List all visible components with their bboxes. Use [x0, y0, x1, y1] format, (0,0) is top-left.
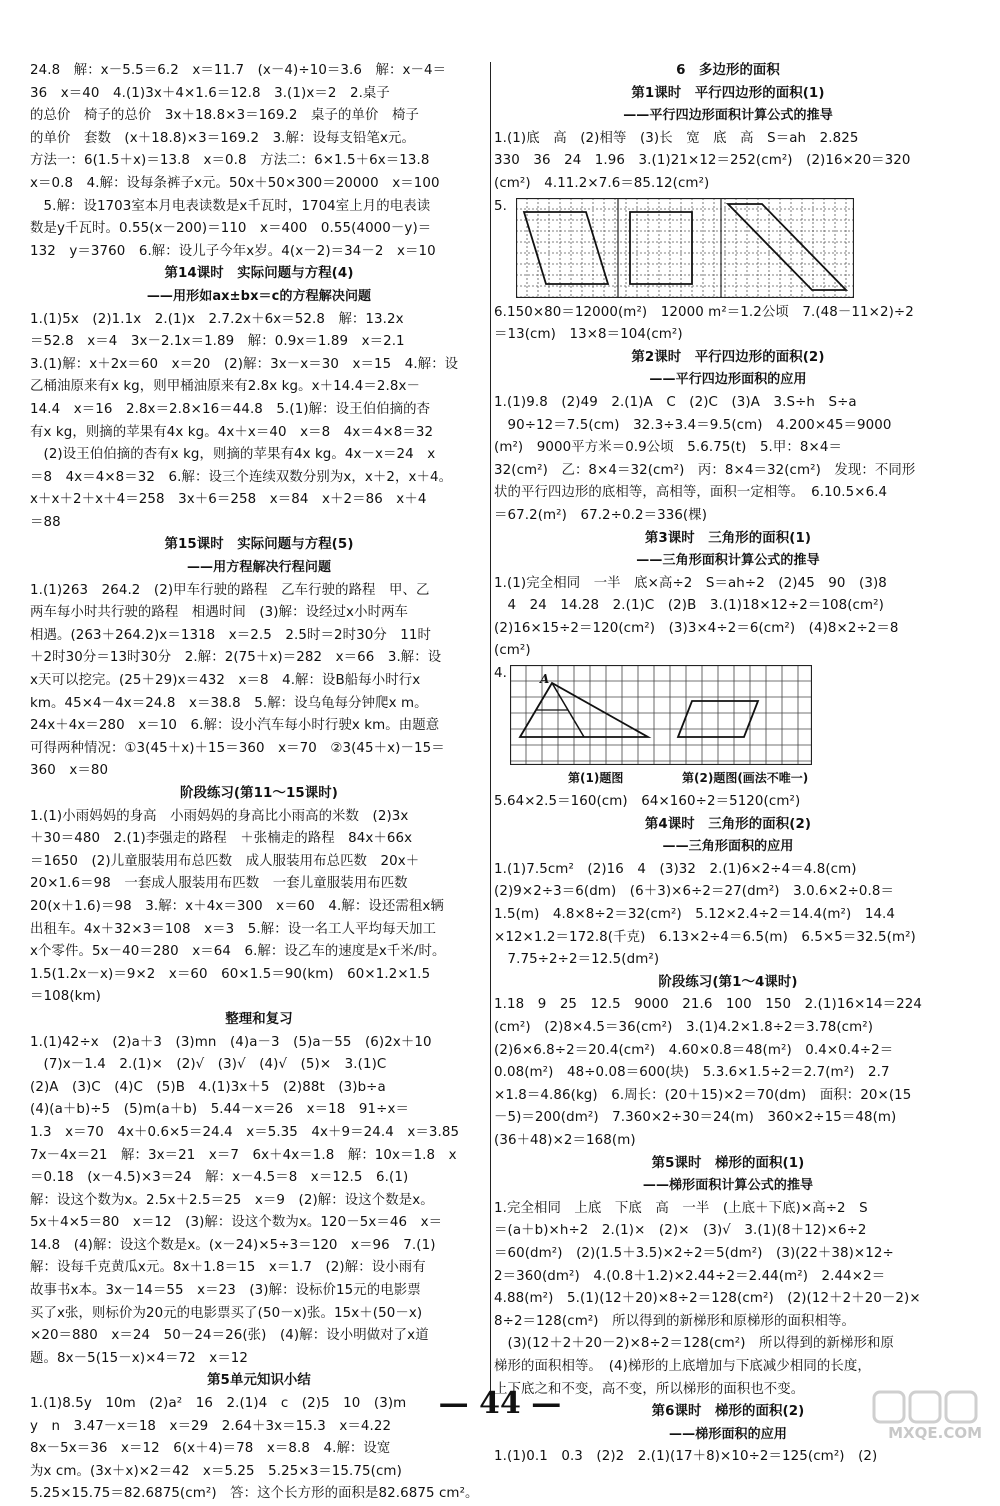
section-heading: 第3课时 三角形的面积(1)	[644, 530, 812, 546]
section-heading: 阶段练习(第11～15课时)	[179, 786, 339, 801]
answer-line: ＝88	[30, 514, 61, 530]
answer-line: ＝108(km)	[30, 989, 101, 1005]
watermark-text: MXQE.COM	[888, 1424, 982, 1442]
answer-line: (2)设王伯伯摘的杏有x kg，则摘的苹果有4x kg。4x－x＝24 x	[30, 447, 436, 463]
left-column	[30, 60, 488, 1506]
answer-line: ＋2时30分＝13时30分 2.解：2(75＋x)＝282 x＝66 3.解：设	[30, 650, 442, 666]
answer-line: ＝(a＋b)×h÷2 2.(1)× (2)× (3)√ 3.(1)(8＋12)×6÷2	[494, 1223, 867, 1239]
answer-line: 为x cm。(3x＋x)×2＝42 x＝5.25 5.25×3＝15.75(cm)	[30, 1463, 402, 1479]
answer-line: x个零件。5x－40＝280 x＝64 6.解：设乙车的速度是x千米/时。	[30, 944, 446, 960]
answer-line: ＝60(dm²) (2)(1.5＋3.5)×2÷2＝5(dm²) (3)(22＋38)×12÷	[494, 1245, 894, 1261]
parallelogram-shape-1	[524, 212, 608, 284]
answer-line: 数是y千瓦时。0.55(x－200)＝110 x＝400 0.55(4000－y)＝	[30, 221, 432, 237]
answer-line: (m²) 9000平方米＝0.9公顷 5.6.75(t) 5.甲：8×4＝	[494, 440, 842, 456]
answer-line: 24.8 解：x－5.5＝6.2 x＝11.7 (x－4)÷10＝3.6 解：x－4＝	[30, 63, 447, 78]
answer-line: x＋x＋2＋x＋4＝258 3x＋6＝258 x＝84 x＋2＝86 x＋4	[30, 492, 427, 508]
right-section-middle	[494, 302, 962, 664]
section-heading: 阶段练习(第1～4课时)	[658, 974, 798, 990]
parallelogram-shape-3	[728, 204, 846, 290]
answer-line: (36＋48)×2＝168(m)	[494, 1132, 636, 1148]
answer-line: (3)(12＋2＋20－2)×8÷2＝128(cm²) 所以得到的新梯形和原	[494, 1336, 894, 1352]
section-subheading: ——平行四边形面积计算公式的推导	[623, 108, 833, 124]
section-subheading: ——三角形面积的应用	[662, 839, 794, 855]
answer-line: 1.(1)底 高 (2)相等 (3)长 宽 底 高 S＝ah 2.825	[494, 130, 859, 146]
figure-2-label: 4.	[494, 666, 507, 682]
answer-line: 0.08(m²) 48÷0.08＝600(块) 5.3.6×1.5÷2＝2.7(m²) 2.7	[494, 1065, 890, 1081]
answer-line: ＝1650 (2)儿童服装用布总匹数 成人服装用布总匹数 20x＋	[30, 853, 420, 869]
answer-line: 1.完全相同 上底 下底 高 一半 (上底＋下底)×高÷2 S	[494, 1200, 868, 1216]
answer-line: 32(cm²) 乙：8×4＝32(cm²) 丙：8×4＝32(cm²) 发现：不同形	[494, 462, 916, 478]
answer-line: 2＝360(dm²) 4.(0.8＋1.2)×2.44÷2＝2.44(m²) 2.44×2＝	[494, 1268, 886, 1284]
right-section-bottom	[494, 791, 962, 1469]
section-heading: 第15课时 实际问题与方程(5)	[164, 537, 354, 553]
answer-line: 20(x＋1.6)＝98 3.解：x＋4x＝300 x＝60 4.解：设还需租x辆	[30, 898, 444, 914]
answer-line: 8x－5x＝36 x＝12 6(x＋4)＝78 x＝8.8 4.解：设宽	[30, 1441, 391, 1457]
answer-line: 1.(1)0.1 0.3 (2)2 2.(1)(17＋8)×10÷2＝125(cm²) (2)	[494, 1449, 878, 1465]
answer-line: 解：设每千克黄瓜x元。8x＋1.8＝15 x＝1.7 (2)解：设小雨有	[30, 1260, 426, 1276]
answer-line: ×1.8＝4.86(kg) 6.周长：(20＋15)×2＝70(dm) 面积：20×(15	[494, 1087, 912, 1103]
answer-line: (2)16×15÷2＝120(cm²) (3)3×4÷2＝6(cm²) (4)8×2÷2＝8	[494, 620, 899, 636]
page-number: — 44 —	[438, 1386, 562, 1421]
answer-line: (2)9×2÷3＝6(dm) (6＋3)×6÷2＝27(dm²) 3.0.6×2÷0.8＝	[494, 884, 895, 900]
answer-line: 132 y＝3760 6.解：设儿子今年x岁。4(x－2)＝34－2 x＝10	[30, 243, 436, 259]
answer-line: 7x－4x＝21 解：3x＝21 x＝7 6x＋4x＝1.8 解：10x＝1.8 x	[30, 1147, 457, 1163]
answer-line: 1.18 9 25 12.5 9000 21.6 100 150 2.(1)16×14＝224	[494, 997, 923, 1013]
triangle-grid	[510, 665, 812, 765]
answer-line: 5.64×2.5＝160(cm) 64×160÷2＝5120(cm²)	[494, 794, 801, 810]
answer-line: (7)x－1.4 2.(1)× (2)√ (3)√ (4)√ (5)× 3.(1)C	[30, 1057, 387, 1073]
section-heading: 整理和复习	[225, 1011, 293, 1027]
answer-line: ＋30＝480 2.(1)李强走的路程 ＋张楠走的路程 84x＋66x	[30, 831, 413, 847]
right-section-parallelogram-1	[494, 60, 962, 196]
answer-line: －5)＝200(dm²) 7.360×2÷30＝24(m) 360×2÷15＝48(m)	[494, 1110, 897, 1126]
answer-line: 360 x＝80	[30, 763, 109, 779]
answer-line: ＝52.8 x＝4 3x－2.1x＝1.89 解：0.9x＝1.89 x＝2.1	[30, 334, 405, 350]
answer-line: 的单价 套数 (x＋18.8)×3＝169.2 3.解：设每支铅笔x元。	[30, 130, 415, 146]
answer-line: 相遇。(263＋264.2)x＝1318 x＝2.5 2.5时＝2时30分 11时	[30, 627, 432, 643]
answer-line: ＝13(cm) 13×8＝104(cm²)	[494, 327, 683, 343]
section-subheading: ——三角形面积计算公式的推导	[636, 553, 820, 569]
answer-line: 两车每小时共行驶的路程 相遇时间 (3)解：设经过x小时两车	[30, 605, 409, 621]
answer-line: 7.75÷2÷2＝12.5(dm²)	[494, 952, 660, 968]
answer-line: ＝8 4x＝4×8＝32 6.解：设三个连续双数分别为x，x＋2，x＋4。	[30, 469, 453, 485]
answer-line: 1.(1)7.5cm² (2)16 4 (3)32 2.(1)6×2÷4＝4.8(cm)	[494, 861, 857, 877]
answer-line: 1.5(m) 4.8×8÷2＝32(cm²) 5.12×2.4÷2＝14.4(m²) 14.4	[494, 907, 896, 923]
answer-line: 有x kg，则摘的苹果有4x kg。4x＋x＝40 x＝8 4x＝4×8＝32	[30, 424, 434, 440]
answer-line: 330 36 24 1.96 3.(1)21×12＝252(cm²) (2)16×20＝320	[494, 153, 911, 169]
answer-line: 36 x＝40 4.(1)3x＋4×1.6＝12.8 3.(1)x＝2 2.桌子	[30, 85, 390, 101]
answer-line: (cm²) (2)8×4.5＝36(cm²) 3.(1)4.2×1.8÷2＝3.78(cm²)	[494, 1020, 874, 1035]
answer-line: 1.3 x＝70 4x＋0.6×5＝24.4 x＝5.35 4x＋9＝24.4 x＝3.85	[30, 1124, 460, 1140]
answer-line: 买了x张，则标价为20元的电影票买了(50－x)张。15x＋(50－x)	[30, 1305, 423, 1321]
parallelogram-grid	[516, 198, 854, 298]
section-subheading: ——梯形面积计算公式的推导	[642, 1178, 814, 1194]
right-column	[494, 60, 962, 1469]
answer-line: 6.150×80＝12000(m²) 12000 m²＝1.2公顷 7.(48－11×2)÷2	[494, 304, 914, 320]
answer-line: 1.(1)小雨妈妈的身高 小雨妈妈的身高比小雨高的米数 (2)3x	[30, 808, 409, 824]
figure-parallelograms	[494, 196, 962, 302]
answer-line: y n 3.47－x＝18 x＝29 2.64＋3x＝15.3 x＝4.22	[30, 1418, 392, 1434]
answer-line: 90÷12＝7.5(cm) 32.3÷3.4＝9.5(cm) 4.200×45＝9000	[494, 417, 892, 433]
answer-line: (2)A (3)C (4)C (5)B 4.(1)3x＋5 (2)88t (3)b÷a	[30, 1079, 386, 1095]
section-heading: 第6课时 梯形的面积(2)	[651, 1404, 805, 1420]
answer-line: 1.(1)8.5y 10m (2)a² 16 2.(1)4 c (2)5 10 (3)m	[30, 1396, 407, 1412]
column-divider	[490, 62, 491, 1392]
section-heading: 第2课时 平行四边形的面积(2)	[631, 349, 825, 365]
answer-line: 20×1.6＝98 一套成人服装用布匹数 一套儿童服装用布匹数	[30, 876, 408, 892]
section-subheading: ——用方程解决行程问题	[186, 560, 332, 576]
section-heading: 第5单元知识小结	[207, 1373, 311, 1389]
figure-triangles	[494, 663, 962, 791]
section-subheading: ——梯形面积的应用	[669, 1426, 787, 1442]
answer-line: (cm²) 4.11.2×7.6＝85.12(cm²)	[494, 175, 710, 191]
answer-line: (4)(a＋b)÷5 (5)m(a＋b) 5.44－x＝26 x＝18 91÷x＝	[30, 1102, 409, 1118]
section-subheading: ——用形如ax±bx＝c的方程解决问题	[146, 288, 372, 304]
answer-line: 4.88(m²) 5.(1)(12＋20)×8÷2＝128(cm²) (2)(12＋2＋20－2)×	[494, 1291, 921, 1307]
section-heading: 6 多边形的面积	[676, 63, 780, 78]
answer-line: 乙桶油原来有x kg，则甲桶油原来有2.8x kg。x＋14.4＝2.8x－	[30, 379, 420, 395]
answer-line: 5.解：设1703室本月电表读数是x千瓦时，1704室上月的电表读	[30, 198, 431, 214]
answer-line: 上下底之和不变，高不变，所以梯形的面积也不变。	[494, 1381, 805, 1397]
answer-line: 解：设这个数为x。2.5x＋2.5＝25 x＝9 (2)解：设这个数是x。	[30, 1192, 434, 1208]
answer-line: 5x＋4×5＝80 x＝12 (3)解：设这个数为x。120－5x＝46 x＝	[30, 1215, 443, 1231]
answer-line: 1.(1)完全相同 一半 底×高÷2 S＝ah÷2 (2)45 90 (3)8	[494, 575, 887, 591]
answer-line: 1.5(1.2x－x)＝9×2 x＝60 60×1.5＝90(km) 60×1.2×1.5	[30, 966, 431, 982]
answer-line: 1.(1)5x (2)1.1x 2.(1)x 2.7.2x＋6x＝52.8 解：13.2x	[30, 311, 404, 327]
answer-line: 14.8 (4)解：设这个数是x。(x－24)×5÷3＝120 x＝96 7.(1)	[30, 1237, 436, 1253]
answer-line: ＝0.18 (x－4.5)×3＝24 解：x－4.5＝8 x＝12.5 6.(1)	[30, 1170, 409, 1186]
answer-line: 的总价 椅子的总价 3x＋18.8×3＝169.2 桌子的单价 椅子	[30, 108, 419, 124]
answer-line: 24x＋4x＝280 x＝10 6.解：设小汽车每小时行驶x km。由题意	[30, 718, 440, 734]
answer-line: 题。8x－5(15－x)×4＝72 x＝12	[30, 1350, 249, 1366]
figure-caption-1: 第(1)题图	[568, 771, 624, 786]
section-subheading: ——平行四边形面积的应用	[649, 372, 807, 388]
answer-line: x天可以挖完。(25＋29)x＝432 x＝8 4.解：设B船每小时行x	[30, 673, 421, 689]
answer-line: 1.(1)42÷x (2)a＋3 (3)mn (4)a－3 (5)a－55 (6)2x＋10	[30, 1034, 432, 1050]
answer-line: 梯形的面积相等。 (4)梯形的上底增加与下底减少相同的长度，	[494, 1358, 871, 1374]
section-heading: 第1课时 平行四边形的面积(1)	[631, 85, 825, 101]
section-heading: 第5课时 梯形的面积(1)	[651, 1155, 805, 1171]
answer-line: 状的平行四边形的底相等，高相等，面积一定相等。 6.10.5×6.4	[494, 485, 888, 501]
answer-line: 14.4 x＝16 2.8x＝2.8×16＝44.8 5.(1)解：设王伯伯摘的杏	[30, 401, 431, 417]
answer-line: 可得两种情况：①3(45＋x)＋15＝360 x＝70 ②3(45＋x)－15＝	[30, 740, 445, 756]
answer-line: ×20＝880 x＝24 50－24＝26(张) (4)解：设小明做对了x道	[30, 1328, 429, 1344]
watermark-logo	[866, 1388, 986, 1446]
answer-line: 1.(1)263 264.2 (2)甲车行驶的路程 乙车行驶的路程 甲、乙	[30, 582, 430, 598]
answer-line: (2)6×6.8÷2＝20.4(cm²) 4.60×0.8＝48(m²) 0.4×0.4÷2＝	[494, 1042, 894, 1058]
answer-line: 方法一：6(1.5＋x)＝13.8 x＝0.8 方法二：6×1.5＋6x＝13.8	[30, 153, 430, 169]
answer-line: 4 24 14.28 2.(1)C (2)B 3.(1)18×12÷2＝108(cm²)	[494, 598, 884, 614]
answer-line: 5.25×15.75＝82.6875(cm²) 答：这个长方形的面积是82.6875 cm²。	[30, 1486, 479, 1502]
answer-line: (cm²)	[494, 643, 531, 659]
answer-line: 1.(1)9.8 (2)49 2.(1)A C (2)C (3)A 3.S÷h S÷a	[494, 394, 857, 410]
rectangle-shape-2	[630, 212, 692, 284]
section-heading: 第4课时 三角形的面积(2)	[644, 816, 812, 832]
answer-line: ＝67.2(m²) 67.2÷0.2＝336(棵)	[494, 507, 708, 523]
point-a-label: A	[540, 672, 550, 687]
answer-line: 8÷2＝128(cm²) 所以得到的新梯形和原梯形的面积相等。	[494, 1313, 855, 1329]
answer-line: 故事书x本。3x－14＝55 x＝23 (3)解：设标价15元的电影票	[30, 1283, 421, 1299]
answer-line: 出租车。4x＋32×3＝108 x＝3 5.解：设一名工人平均每天加工	[30, 921, 437, 937]
answer-line: 3.(1)解：x＋2x＝60 x＝20 (2)解：3x－x＝30 x＝15 4.解：设	[30, 356, 459, 372]
figure-1-label: 5.	[494, 198, 507, 214]
section-heading: 第14课时 实际问题与方程(4)	[164, 266, 354, 282]
answer-line: km。45×4－4x＝24.8 x＝38.8 5.解：设乌龟每分钟爬x m。	[30, 695, 428, 711]
answer-line: x＝0.8 4.解：设每条裤子x元。50x＋50×300＝20000 x＝100	[30, 175, 440, 191]
figure-caption-2: 第(2)题图(画法不唯一)	[682, 771, 809, 786]
answer-line: ×12×1.2＝172.8(千克) 6.13×2÷4＝6.5(m) 6.5×5＝32.5(m²)	[494, 929, 916, 945]
